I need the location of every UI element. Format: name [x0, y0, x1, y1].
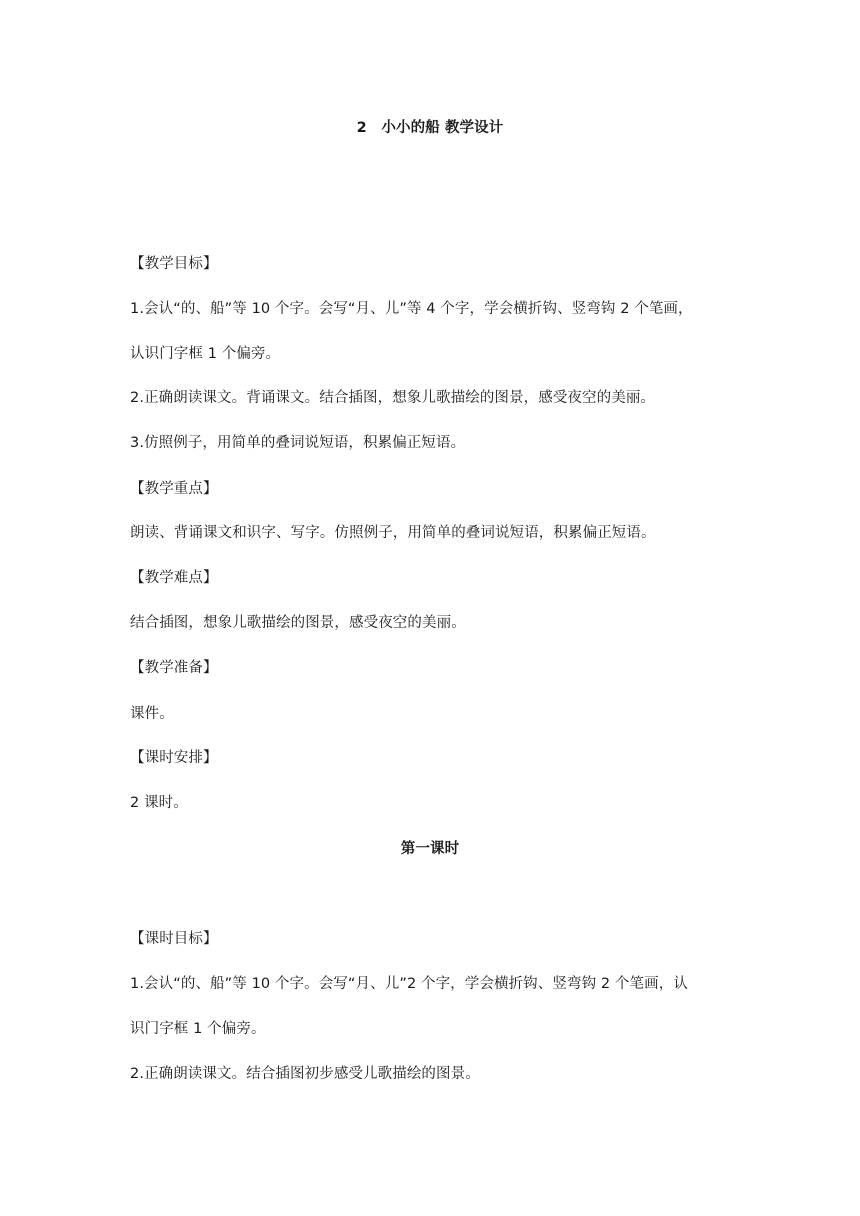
goals-heading: 【教学目标】 [130, 256, 218, 272]
lesson1-title: 第一课时 [400, 841, 460, 857]
lesson1-goals-heading: 【课时目标】 [130, 931, 218, 947]
key-heading: 【教学重点】 [130, 481, 218, 497]
lesson1-goal-line: 1.会认“的、船”等 10 个字。会写“月、儿”2 个字，学会横折钩、竖弯钩 2 个笔画，认 [130, 976, 688, 992]
schedule-heading: 【课时安排】 [130, 750, 218, 766]
prep-heading: 【教学准备】 [130, 660, 218, 676]
key-text: 朗读、背诵课文和识字、写字。仿照例子，用简单的叠词说短语，积累偏正短语。 [130, 525, 656, 541]
difficulty-heading: 【教学难点】 [130, 570, 218, 586]
prep-text: 课件。 [130, 706, 174, 722]
lesson1-goal-line: 识门字框 1 个偏旁。 [130, 1021, 266, 1037]
difficulty-text: 结合插图，想象儿歌描绘的图景，感受夜空的美丽。 [130, 615, 466, 631]
lesson1-goal-line: 2.正确朗读课文。结合插图初步感受儿歌描绘的图景。 [130, 1066, 480, 1082]
goal-line: 1.会认“的、船”等 10 个字。会写“月、儿”等 4 个字，学会横折钩、竖弯钩 2 个笔画， [130, 301, 693, 317]
goal-line: 认识门字框 1 个偏旁。 [130, 346, 281, 362]
goal-line: 2.正确朗读课文。背诵课文。结合插图，想象儿歌描绘的图景，感受夜空的美丽。 [130, 390, 656, 406]
document-title: 2 小小的船 教学设计 [356, 120, 504, 136]
goal-line: 3.仿照例子，用简单的叠词说短语，积累偏正短语。 [130, 435, 466, 451]
schedule-text: 2 课时。 [130, 795, 188, 811]
